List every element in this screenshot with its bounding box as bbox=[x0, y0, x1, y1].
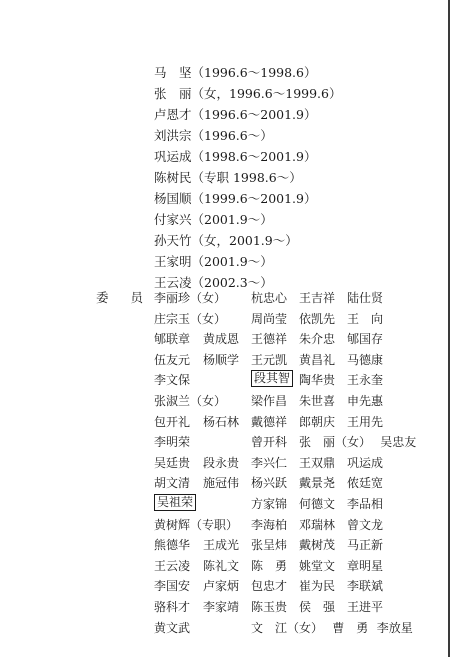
member-name: 骆科才 bbox=[154, 599, 191, 614]
member-name: 王成光 bbox=[203, 538, 240, 553]
term-line: 马 坚（1996.6～1998.6） bbox=[154, 65, 317, 80]
member-name: 李放星 bbox=[376, 620, 413, 635]
member-name: 郇国存 bbox=[347, 332, 384, 347]
member-name: 吴廷贵 bbox=[154, 455, 191, 470]
member-name: 吴忠友 bbox=[380, 435, 417, 450]
term-line: 陈树民（专职 1998.6～） bbox=[154, 170, 302, 185]
member-name: 马德康 bbox=[347, 352, 384, 367]
member-name: 黄成恩 bbox=[203, 332, 240, 347]
member-name: 方家锦 bbox=[251, 496, 288, 511]
member-name: 李明荣 bbox=[154, 435, 191, 450]
member-name: 李文保 bbox=[154, 373, 191, 388]
member-name: 崔为民 bbox=[299, 579, 336, 594]
member-name: 朱世喜 bbox=[299, 393, 336, 408]
term-line: 杨国顺（1999.6～2001.9） bbox=[154, 191, 317, 206]
member-name: 张淑兰（女） bbox=[154, 393, 227, 408]
member-name: 何德文 bbox=[299, 496, 336, 511]
member-name: 庄宗玉（女） bbox=[154, 311, 227, 326]
term-line: 付家兴（2001.9～） bbox=[154, 212, 273, 227]
member-name: 黄树辉（专职） bbox=[154, 517, 239, 532]
member-name: 章明星 bbox=[347, 558, 384, 573]
member-name: 巩运成 bbox=[347, 455, 384, 470]
members-label-char: 委 bbox=[96, 290, 109, 305]
member-name: 张呈炜 bbox=[251, 538, 288, 553]
member-name: 陆仕贤 bbox=[347, 291, 384, 305]
member-name: 李海柏 bbox=[251, 517, 288, 532]
member-name: 姚堂文 bbox=[299, 558, 336, 573]
member-name: 戴景尧 bbox=[299, 476, 336, 491]
member-name: 王元凯 bbox=[251, 352, 288, 367]
member-name: 胡文清 bbox=[154, 476, 191, 491]
member-name: 侬廷宽 bbox=[347, 476, 384, 491]
member-name: 王用先 bbox=[347, 414, 384, 429]
member-name: 包忠才 bbox=[251, 579, 288, 594]
member-name: 杨顺学 bbox=[203, 352, 240, 367]
members-label-char: 员 bbox=[130, 290, 144, 305]
member-name: 张 丽（女） bbox=[299, 435, 372, 450]
member-name: 陶华贵 bbox=[299, 373, 336, 388]
member-name: 杭忠心 bbox=[251, 291, 288, 305]
member-name: 邓瑞林 bbox=[299, 517, 336, 532]
member-name: 李品相 bbox=[347, 496, 384, 511]
member-name: 李兴仁 bbox=[251, 455, 288, 470]
member-name: 陈 勇 bbox=[251, 558, 288, 573]
member-name: 李丽珍（女） bbox=[154, 291, 227, 305]
term-line: 巩运成（1998.6～2001.9） bbox=[154, 149, 317, 164]
member-name: 陈礼文 bbox=[203, 558, 240, 573]
member-name: 王吉祥 bbox=[299, 291, 336, 305]
member-name: 包开礼 bbox=[154, 414, 191, 429]
term-line: 王云凌（2002.3～） bbox=[154, 275, 273, 290]
member-name: 吴祖荣 bbox=[154, 494, 196, 511]
member-name: 侯 强 bbox=[299, 599, 336, 614]
member-name: 李家靖 bbox=[203, 599, 240, 614]
member-name: 文 江（女） bbox=[251, 620, 324, 635]
members-label bbox=[96, 288, 143, 308]
member-name: 王 向 bbox=[347, 311, 384, 326]
member-name: 周尚莹 bbox=[251, 311, 288, 326]
member-name: 伍友元 bbox=[154, 352, 191, 367]
member-name: 郎朝庆 bbox=[299, 414, 336, 429]
member-name: 朱介忠 bbox=[299, 332, 336, 347]
member-name: 曾开科 bbox=[251, 435, 288, 450]
member-name: 李联斌 bbox=[347, 579, 384, 594]
member-name: 段其智 bbox=[251, 370, 293, 387]
member-name: 王进平 bbox=[347, 599, 384, 614]
term-list bbox=[154, 62, 341, 293]
member-name: 王双鼎 bbox=[299, 455, 336, 470]
term-line: 王家明（2001.9～） bbox=[154, 254, 273, 269]
member-name: 申先惠 bbox=[347, 393, 384, 408]
member-name: 王云凌 bbox=[154, 558, 191, 573]
member-name: 李国安 bbox=[154, 579, 191, 594]
member-name: 段永贵 bbox=[203, 455, 240, 470]
member-name: 王永奎 bbox=[347, 373, 384, 388]
member-name: 陈玉贵 bbox=[251, 599, 288, 614]
term-line: 卢恩才（1996.6～2001.9） bbox=[154, 107, 317, 122]
member-name: 马正新 bbox=[347, 538, 384, 553]
member-name: 黄昌礼 bbox=[299, 352, 336, 367]
member-name: 熊德华 bbox=[154, 538, 191, 553]
member-name: 郇联章 bbox=[154, 332, 191, 347]
member-name: 戴德祥 bbox=[251, 414, 288, 429]
member-name: 王德祥 bbox=[251, 332, 288, 347]
member-name: 黄文武 bbox=[154, 620, 191, 635]
term-line: 刘洪宗（1996.6～） bbox=[154, 128, 273, 143]
member-name: 曹 勇 bbox=[332, 620, 369, 635]
member-name: 戴树茂 bbox=[299, 538, 336, 553]
member-name: 杨兴跃 bbox=[251, 476, 288, 491]
member-name: 曾文龙 bbox=[347, 517, 384, 532]
member-name: 卢家炳 bbox=[203, 579, 240, 594]
member-name: 施冠伟 bbox=[203, 476, 240, 491]
member-name: 依凯先 bbox=[299, 311, 336, 326]
term-line: 张 丽（女，1996.6～1999.6） bbox=[154, 86, 342, 101]
term-line: 孙天竹（女，2001.9～） bbox=[154, 233, 298, 248]
member-name: 梁作昌 bbox=[251, 393, 288, 408]
member-name: 杨石林 bbox=[203, 414, 240, 429]
